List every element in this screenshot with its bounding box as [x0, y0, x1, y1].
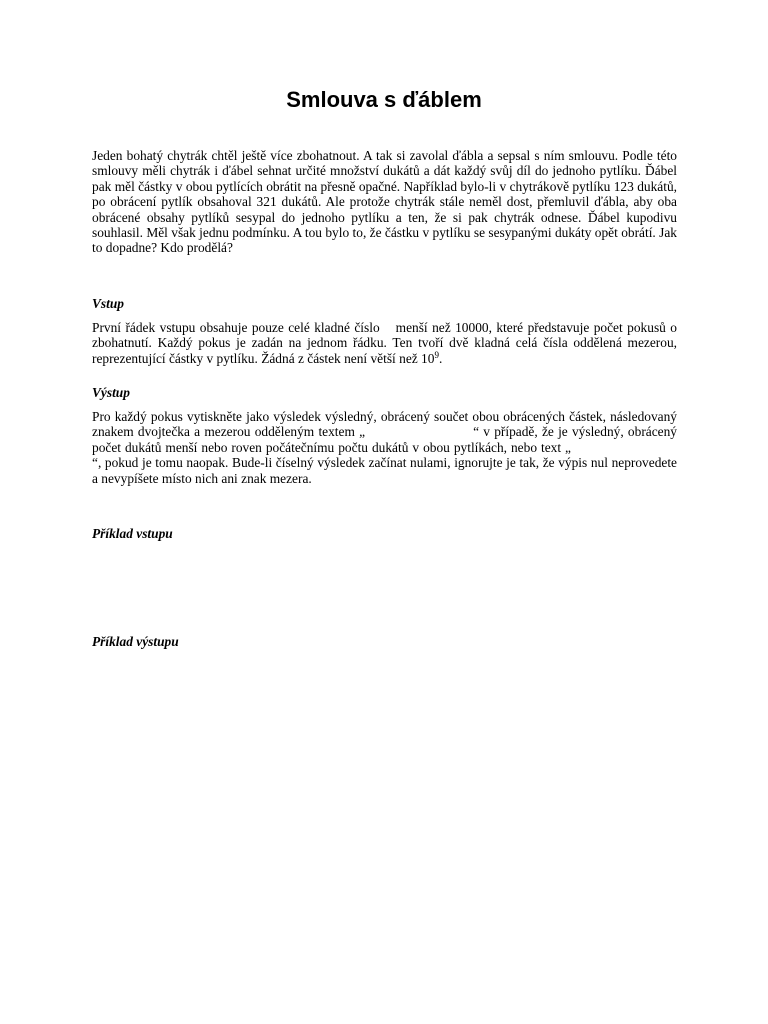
- intro-paragraph: Jeden bohatý chytrák chtěl ještě více zbohatnout. A tak si zavolal ďábla a sepsal s ním smlouvu. Podle této smlouvy měli chytrák i ďábel sehnat určité množství dukátů a dát každý svůj díl do jednoho pytlíku. Ďábel pak měl částky v obou pytlících obrátit na přesně opačné. Například bylo-li v chytrákově pytlíku 123 dukátů, po obrácení pytlík obsahoval 321 dukátů. Ale protože chytrák stále neměl dost, přemluvil ďábla, aby oba obrácené obsahy pytlíků sesypal do jednoho pytlíku a ten, že si pak chytrák odnese. Ďábel kupodivu souhlasil. Měl však jednu podmínku. A tou bylo to, že částku v pytlíku se sesypanými dukáty opět obrátí. Jak to dopadne? Kdo prodělá?: [92, 148, 677, 256]
- output-heading: Výstup: [92, 385, 130, 400]
- input-text-2: menší než 10000, které představuje počet pokusů o zbohatnutí. Každý pokus je zadán na jednom řádku. Ten tvoří dvě kladná celá čísla oddělená mezerou, reprezentující částky v pytlíku. Žádná z částek není větší než 10: [92, 320, 677, 366]
- input-paragraph: [92, 320, 677, 366]
- example-input-heading: Příklad vstupu: [92, 526, 173, 541]
- output-text-2: “ v případě, že je výsledný, obrácený počet dukátů menší nebo roven počátečnímu počtu dukátů v obou pytlíkách, nebo text „: [92, 424, 677, 455]
- input-heading: Vstup: [92, 296, 125, 311]
- example-output-heading: Příklad výstupu: [92, 634, 179, 649]
- output-paragraph: [92, 409, 677, 486]
- input-text-3: .: [438, 350, 443, 366]
- input-exponent: 9: [434, 349, 439, 360]
- input-text-1: První řádek vstupu obsahuje pouze celé kladné číslo: [92, 320, 380, 335]
- output-text-3: “, pokud je tomu naopak. Bude-li číselný výsledek začínat nulami, ignorujte je tak, že výpis nul neprovedete a nevypíšete místo nich ani znak mezera.: [92, 455, 677, 486]
- document-title: Smlouva s ďáblem: [286, 87, 482, 112]
- output-text-1: Pro každý pokus vytiskněte jako výsledek výsledný, obrácený součet obou obrácených částek, následovaný znakem dvojtečka a mezerou odděleným textem „: [92, 409, 677, 440]
